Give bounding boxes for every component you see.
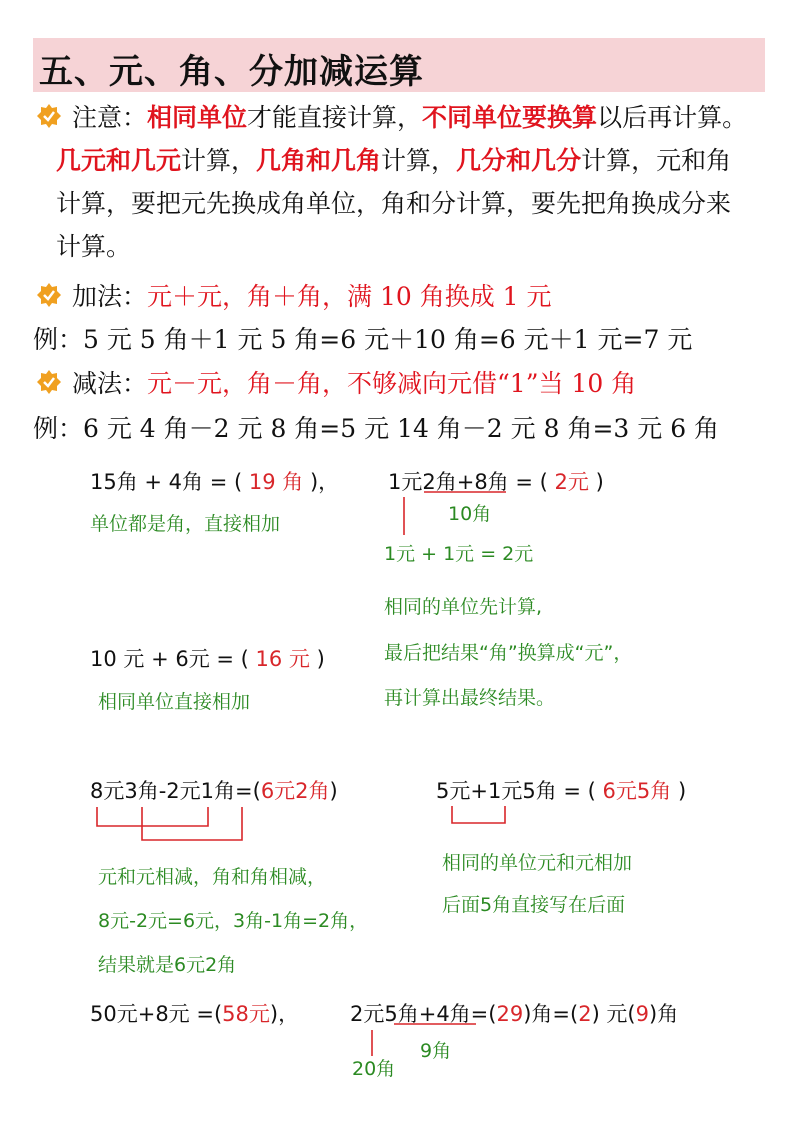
example-5-close: ) [677, 779, 687, 803]
example-7-sub-2: 20角 [352, 1058, 396, 1080]
example-3-answer: 16 元 [255, 647, 310, 671]
example-1-answer: 19 角 [248, 470, 304, 494]
example-5-expr: 5元+1元5角 = ( [436, 779, 596, 803]
example-7-sub-1: 9角 [420, 1040, 452, 1062]
example-2-note-1: 相同的单位先计算, [384, 596, 543, 618]
note-text-3: 计算， [181, 146, 257, 175]
note-text-2: 以后再计算。 [597, 103, 748, 132]
ex4-bracket-yuan [97, 807, 208, 826]
example-3-close: ) [316, 647, 325, 671]
ex5-bracket [452, 806, 505, 823]
note-red-1: 相同单位 [147, 103, 248, 132]
subtraction-rule-text: 元－元，角－角，不够减向元借“1”当 10 角 [147, 369, 637, 398]
example-5-note-1: 相同的单位元和元相加 [442, 852, 633, 874]
example-2-note-3: 再计算出最终结果。 [384, 687, 556, 709]
note-line-4: 计算。 [56, 232, 132, 261]
example-7-part-3: ) 元( [591, 1002, 636, 1026]
example-4-answer: 6元2角 [260, 779, 330, 803]
example-3-expr: 10 元 + 6元 = ( [90, 647, 249, 671]
addition-label: 加法： [72, 282, 148, 311]
example-2-sub: 10角 [448, 503, 492, 525]
example-2-calc: 1元 + 1元 = 2元 [384, 543, 534, 565]
example-5-answer: 6元5角 [602, 779, 672, 803]
note-text-4: 计算， [381, 146, 457, 175]
note-red-4: 几角和几角 [256, 146, 382, 175]
example-2-close: ) [595, 470, 604, 494]
note-line-3: 计算，要把元先换成角单位，角和分计算，要先把角换成分来 [56, 189, 732, 218]
note-red-5: 几分和几分 [456, 146, 582, 175]
note-red-2: 不同单位要换算 [422, 103, 598, 132]
example-4-note-1: 元和元相减，角和角相减， [98, 866, 327, 888]
note-text-5: 计算，元和角 [581, 146, 732, 175]
example-2-expr: 1元2角+8角 = ( [388, 470, 548, 494]
subtraction-example: 例：6 元 4 角－2 元 8 角=5 元 14 角－2 元 8 角=3 元 6 角 [33, 414, 720, 443]
example-2-note-2: 最后把结果“角”换算成“元”， [384, 642, 633, 664]
page-title: 五、元、角、分加减运算 [39, 52, 424, 92]
example-4-note-3: 结果就是6元2角 [98, 954, 237, 976]
example-1-expr: 15角 + 4角 = ( [90, 470, 243, 494]
example-6-expr: 50元+8元 =( [90, 1002, 223, 1026]
note-text-1: 才能直接计算， [247, 103, 423, 132]
example-6-close: )， [269, 1002, 300, 1026]
example-4-note-2: 8元-2元=6元，3角-1角=2角， [98, 910, 369, 932]
example-2-answer: 2元 [554, 470, 589, 494]
example-7-answer-1: 29 [496, 1002, 524, 1026]
example-6-answer: 58元 [222, 1002, 270, 1026]
example-7-part-4: )角 [649, 1002, 679, 1026]
example-1-close: )， [309, 470, 340, 494]
example-5-note-2: 后面5角直接写在后面 [442, 894, 626, 916]
example-3-note: 相同单位直接相加 [98, 691, 251, 713]
addition-example: 例：5 元 5 角＋1 元 5 角=6 元＋10 角=6 元＋1 元=7 元 [33, 325, 693, 354]
note-red-3: 几元和几元 [56, 146, 182, 175]
example-7-part-1: 2元5角+4角=( [350, 1002, 497, 1026]
note-label: 注意： [72, 103, 148, 132]
example-4-expr: 8元3角-2元1角=( [90, 779, 261, 803]
example-1-note: 单位都是角，直接相加 [90, 513, 281, 535]
example-7-answer-3: 9 [635, 1002, 649, 1026]
subtraction-label: 减法： [72, 369, 148, 398]
example-7-answer-2: 2 [578, 1002, 592, 1026]
example-4-close: ) [329, 779, 338, 803]
addition-rule-text: 元＋元，角＋角，满 10 角换成 1 元 [147, 282, 552, 311]
ex4-bracket-jiao [142, 807, 242, 840]
example-7-part-2: )角=( [523, 1002, 579, 1026]
